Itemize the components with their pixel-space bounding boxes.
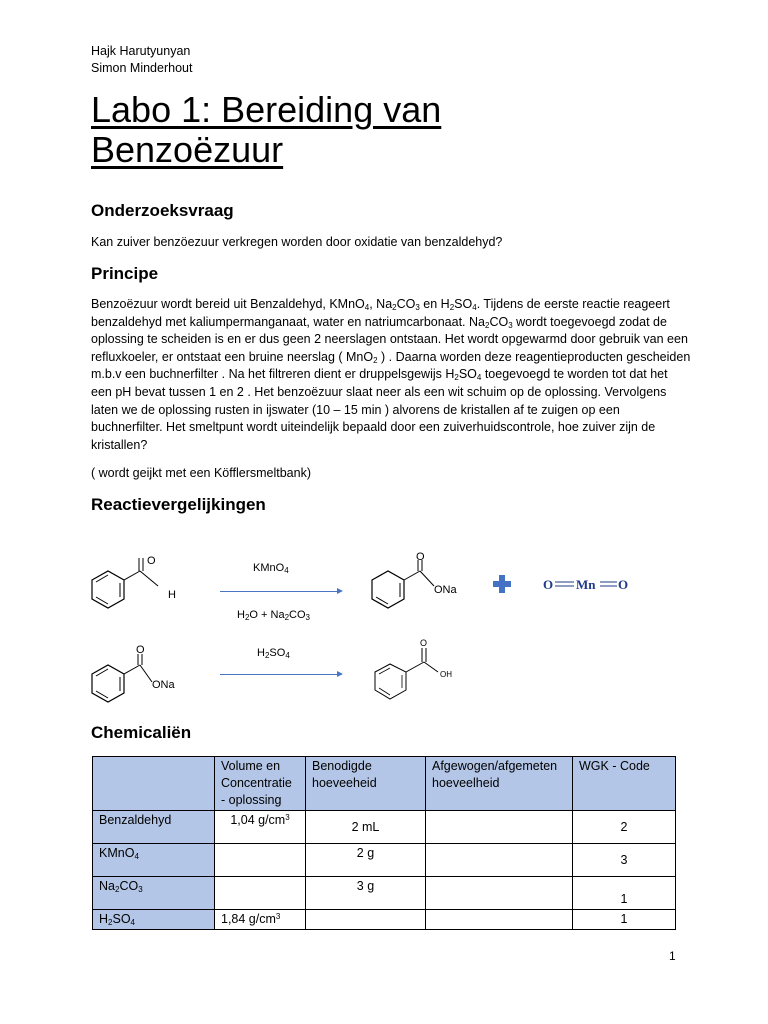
table-cell-measured [426, 844, 573, 877]
atom-ona-label: ONa [434, 584, 457, 596]
heading-principle: Principe [91, 264, 159, 283]
atom-o-label: O [618, 577, 629, 592]
benzoic-acid-structure [372, 638, 462, 706]
author-2: Simon Minderhout [91, 61, 193, 75]
plus-icon [492, 574, 512, 594]
table-row [93, 877, 676, 910]
heading-reactions: Reactievergelijkingen [91, 495, 266, 514]
table-cell-chemical: $H_2SO_4$ [93, 910, 215, 930]
title-line-2: Benzoëzuur [91, 129, 284, 170]
table-cell-amount: 2 g [306, 844, 426, 877]
chemicals-table [92, 756, 676, 930]
reaction-arrow-2 [220, 674, 341, 675]
atom-h-label: H [168, 589, 176, 601]
table-row [93, 844, 676, 877]
research-question-text: Kan zuiver benzöezuur verkregen worden door oxidatie van benzaldehyd? [91, 235, 503, 249]
reagent-kmno4: KMnO$_4$ [253, 562, 289, 575]
document-title [91, 90, 441, 170]
atom-o-label: O [147, 555, 156, 567]
table-row [93, 811, 676, 844]
table-header-cell: WGK - Code [573, 757, 676, 811]
page-number: 1 [669, 949, 676, 963]
table-cell-measured [426, 877, 573, 910]
atom-ona-label: ONa [152, 679, 175, 691]
author-1: Hajk Harutyunyan [91, 44, 191, 58]
benzaldehyde-structure [88, 552, 188, 624]
table-cell-wgk: 3 [573, 844, 676, 877]
table-cell-measured [426, 811, 573, 844]
table-cell-amount: 3 g [306, 877, 426, 910]
reaction-arrow-1 [220, 591, 341, 592]
table-header-cell: Benodigde hoeveeheid [306, 757, 426, 811]
reagent-h2o-na2co3: $H_2O + Na_2CO_3$ [237, 609, 310, 622]
table-header-cell: Afgewogen/afgemeten hoeveelheid [426, 757, 573, 811]
table-cell-chemical: KMnO$_4$ [93, 844, 215, 877]
atom-o-label: O [416, 551, 425, 563]
table-header-row [93, 757, 676, 811]
atom-o-label: O [136, 644, 145, 656]
principle-text: Benzoëzuur wordt bereid uit Benzaldehyd, KMnO$_4$, $Na_2CO_3$ en $H_2SO_4$. Tijdens de eerste reactie reageert benzaldehyd met kaliumpermanganaat, water en natriumcarbonaat. $Na_2CO_3$ wordt toegevoegd zodat de oplossing te scheiden is en er dus geen 2 neerslagen ontstaan. Het wordt opgewarmd door gebruik van een refluxkoeler, er ontstaat een bruine neerslag ( MnO$_2$ ) . Daarna worden deze reagentieproducten gescheiden m.b.v een buchnerfilter . Na het filtreren dient er druppelsgewijs $H_2SO_4$ toegevoegd te worden tot dat het een pH bevat tussen 1 en 2 . Het benzoëzuur slaat neer als een wit schuim op de oplossing. Vervolgens laten we de oplossing rusten in ijswater (10 – 15 min ) alvorens de kristallen af te zuigen op een buchnerfilter. Het smeltpunt wordt uiteindelijk bepaald door een zuiverhuidscontrole, hoe zuiver zijn de kristallen? [91, 297, 691, 452]
table-cell-amount [306, 910, 426, 930]
title-line-1: Labo 1: Bereiding van [91, 89, 442, 130]
table-cell-chemical: Benzaldehyd [93, 811, 215, 844]
table-header-cell [93, 757, 215, 811]
table-cell-concentration [215, 844, 306, 877]
table-cell-amount: 2 mL [306, 811, 426, 844]
heading-chemicals: Chemicaliën [91, 723, 192, 742]
atom-o-label: O [420, 638, 428, 648]
table-cell-chemical: $Na_2CO_3$ [93, 877, 215, 910]
table-cell-wgk: 2 [573, 811, 676, 844]
mno2-structure [543, 575, 633, 595]
table-cell-concentration [215, 877, 306, 910]
table-row [93, 910, 676, 930]
authors [91, 43, 192, 77]
atom-mn-label: Mn [576, 577, 596, 592]
atom-o-label: O [543, 577, 554, 592]
table-cell-wgk: 1 [573, 877, 676, 910]
table-header-cell: Volume en Concentratie - oplossing [215, 757, 306, 811]
table-cell-wgk: 1 [573, 910, 676, 930]
atom-oh-label: OH [440, 670, 452, 679]
heading-research-question: Onderzoeksvraag [91, 201, 234, 220]
table-cell-concentration: 1,04 $g/cm^3$ [215, 811, 306, 844]
sodium-benzoate-reactant-structure [88, 646, 188, 714]
table-cell-measured [426, 910, 573, 930]
principle-note: ( wordt geijkt met een Köfflersmeltbank) [91, 466, 312, 480]
table-cell-concentration: 1,84 $g/cm^3$ [215, 910, 306, 930]
reagent-h2so4: $H_2SO_4$ [257, 647, 290, 660]
sodium-benzoate-structure [372, 552, 462, 618]
